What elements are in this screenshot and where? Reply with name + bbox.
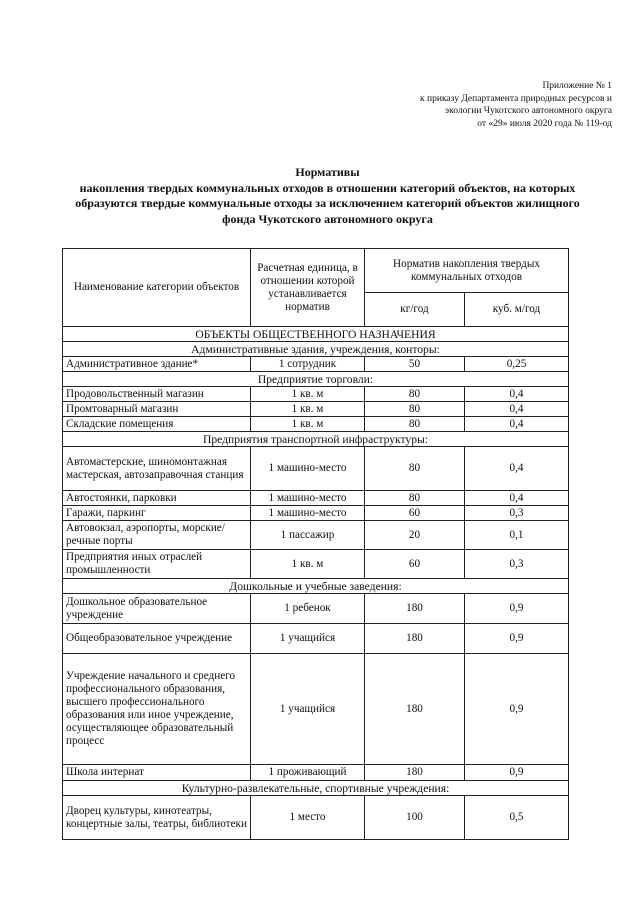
kg-cell: 60 bbox=[365, 550, 465, 579]
table-row bbox=[63, 624, 569, 654]
m3-cell: 0,4 bbox=[465, 491, 569, 506]
kg-cell: 80 bbox=[365, 402, 465, 417]
kg-cell: 80 bbox=[365, 491, 465, 506]
m3-cell: 0,3 bbox=[465, 506, 569, 521]
title-line: образуются твердые коммунальные отходы за исключением категорий объектов жилищного bbox=[75, 196, 580, 210]
m3-cell: 0,4 bbox=[465, 387, 569, 402]
category-cell: Дворец культуры, кинотеатры, концертные залы, театры, библиотеки bbox=[63, 796, 251, 840]
appendix-line: к приказу Департамента природных ресурсов и bbox=[420, 93, 612, 104]
section-title: Предприятия транспортной инфраструктуры: bbox=[63, 432, 569, 447]
table-row bbox=[63, 796, 569, 840]
title-line: фонда Чукотского автономного округа bbox=[222, 211, 433, 226]
header-category: Наименование категории объектов bbox=[63, 249, 251, 327]
category-cell: Учреждение начального и среднего профессионального образования, высшего профессионального образования или иное учреждение, осуществляющее образовательный процесс bbox=[63, 654, 251, 765]
appendix-line: от «29» июля 2020 года № 119-од bbox=[477, 118, 612, 129]
kg-cell: 80 bbox=[365, 447, 465, 491]
m3-cell: 0,3 bbox=[465, 550, 569, 579]
kg-cell: 80 bbox=[365, 417, 465, 432]
m3-cell: 0,4 bbox=[465, 402, 569, 417]
category-cell: Дошкольное образовательное учреждение bbox=[63, 594, 251, 624]
category-cell: Автомастерские, шиномонтажная мастерская, автозаправочная станция bbox=[63, 447, 251, 491]
category-cell: Школа интернат bbox=[63, 765, 251, 781]
header-unit: Расчетная единица, в отношении которой устанавливается норматив bbox=[251, 249, 365, 327]
table-row bbox=[63, 654, 569, 765]
main-section-row bbox=[63, 327, 569, 342]
kg-cell: 80 bbox=[365, 387, 465, 402]
category-cell: Продовольственный магазин bbox=[63, 387, 251, 402]
table-row bbox=[63, 447, 569, 491]
section-row bbox=[63, 579, 569, 594]
category-cell: Складские помещения bbox=[63, 417, 251, 432]
unit-cell: 1 кв. м bbox=[251, 417, 365, 432]
m3-cell: 0,9 bbox=[465, 624, 569, 654]
category-cell: Промтоварный магазин bbox=[63, 402, 251, 417]
section-title: Административные здания, учреждения, конторы: bbox=[63, 342, 569, 357]
appendix-line: экологии Чукотского автономного округа bbox=[445, 106, 612, 116]
kg-cell: 180 bbox=[365, 624, 465, 654]
table-row bbox=[63, 506, 569, 521]
section-title: Дошкольные и учебные заведения: bbox=[63, 579, 569, 594]
unit-cell: 1 учащийся bbox=[251, 654, 365, 765]
section-title: Предприятие торговли: bbox=[63, 372, 569, 387]
title-line: накопления твердых коммунальных отходов в отношении категорий объектов, на которых bbox=[79, 180, 576, 195]
m3-cell: 0,25 bbox=[465, 357, 569, 372]
kg-cell: 20 bbox=[365, 521, 465, 550]
m3-cell: 0,4 bbox=[465, 447, 569, 491]
category-cell: Автовокзал, аэропорты, морские/речные порты bbox=[63, 521, 251, 550]
unit-cell: 1 кв. м bbox=[251, 402, 365, 417]
norms-table-body bbox=[63, 249, 569, 840]
unit-cell: 1 ребенок bbox=[251, 594, 365, 624]
main-section-title: ОБЪЕКТЫ ОБЩЕСТВЕННОГО НАЗНАЧЕНИЯ bbox=[63, 327, 569, 342]
document-title bbox=[40, 165, 615, 227]
section-row bbox=[63, 432, 569, 447]
category-cell: Общеобразовательное учреждение bbox=[63, 624, 251, 654]
m3-cell: 0,1 bbox=[465, 521, 569, 550]
m3-cell: 0,9 bbox=[465, 765, 569, 781]
header-row bbox=[63, 249, 569, 293]
kg-cell: 180 bbox=[365, 765, 465, 781]
table-row bbox=[63, 417, 569, 432]
m3-cell: 0,9 bbox=[465, 654, 569, 765]
table-row bbox=[63, 765, 569, 781]
unit-cell: 1 пассажир bbox=[251, 521, 365, 550]
norms-table bbox=[62, 248, 569, 840]
unit-cell: 1 сотрудник bbox=[251, 357, 365, 372]
table-row bbox=[63, 594, 569, 624]
kg-cell: 100 bbox=[365, 796, 465, 840]
kg-cell: 180 bbox=[365, 594, 465, 624]
table-row bbox=[63, 402, 569, 417]
unit-cell: 1 кв. м bbox=[251, 387, 365, 402]
unit-cell: 1 место bbox=[251, 796, 365, 840]
unit-cell: 1 машино-место bbox=[251, 447, 365, 491]
appendix-line: Приложение № 1 bbox=[542, 81, 612, 91]
unit-cell: 1 кв. м bbox=[251, 550, 365, 579]
m3-cell: 0,9 bbox=[465, 594, 569, 624]
header-kg: кг/год bbox=[365, 293, 465, 327]
section-row bbox=[63, 372, 569, 387]
unit-cell: 1 проживающий bbox=[251, 765, 365, 781]
unit-cell: 1 машино-место bbox=[251, 506, 365, 521]
header-norm: Норматив накопления твердых коммунальных отходов bbox=[365, 249, 569, 293]
table-row bbox=[63, 521, 569, 550]
category-cell: Автостоянки, парковки bbox=[63, 491, 251, 506]
table-row bbox=[63, 387, 569, 402]
section-row bbox=[63, 342, 569, 357]
table-row bbox=[63, 491, 569, 506]
category-cell: Административное здание* bbox=[63, 357, 251, 372]
unit-cell: 1 машино-место bbox=[251, 491, 365, 506]
kg-cell: 60 bbox=[365, 506, 465, 521]
section-title: Культурно-развлекательные, спортивные учреждения: bbox=[63, 781, 569, 796]
table-row bbox=[63, 357, 569, 372]
m3-cell: 0,5 bbox=[465, 796, 569, 840]
appendix-note bbox=[420, 80, 612, 130]
title-line: Нормативы bbox=[295, 165, 360, 179]
section-row bbox=[63, 781, 569, 796]
category-cell: Предприятия иных отраслей промышленности bbox=[63, 550, 251, 579]
category-cell: Гаражи, паркинг bbox=[63, 506, 251, 521]
header-m3: куб. м/год bbox=[465, 293, 569, 327]
m3-cell: 0,4 bbox=[465, 417, 569, 432]
kg-cell: 50 bbox=[365, 357, 465, 372]
unit-cell: 1 учащийся bbox=[251, 624, 365, 654]
kg-cell: 180 bbox=[365, 654, 465, 765]
table-row bbox=[63, 550, 569, 579]
